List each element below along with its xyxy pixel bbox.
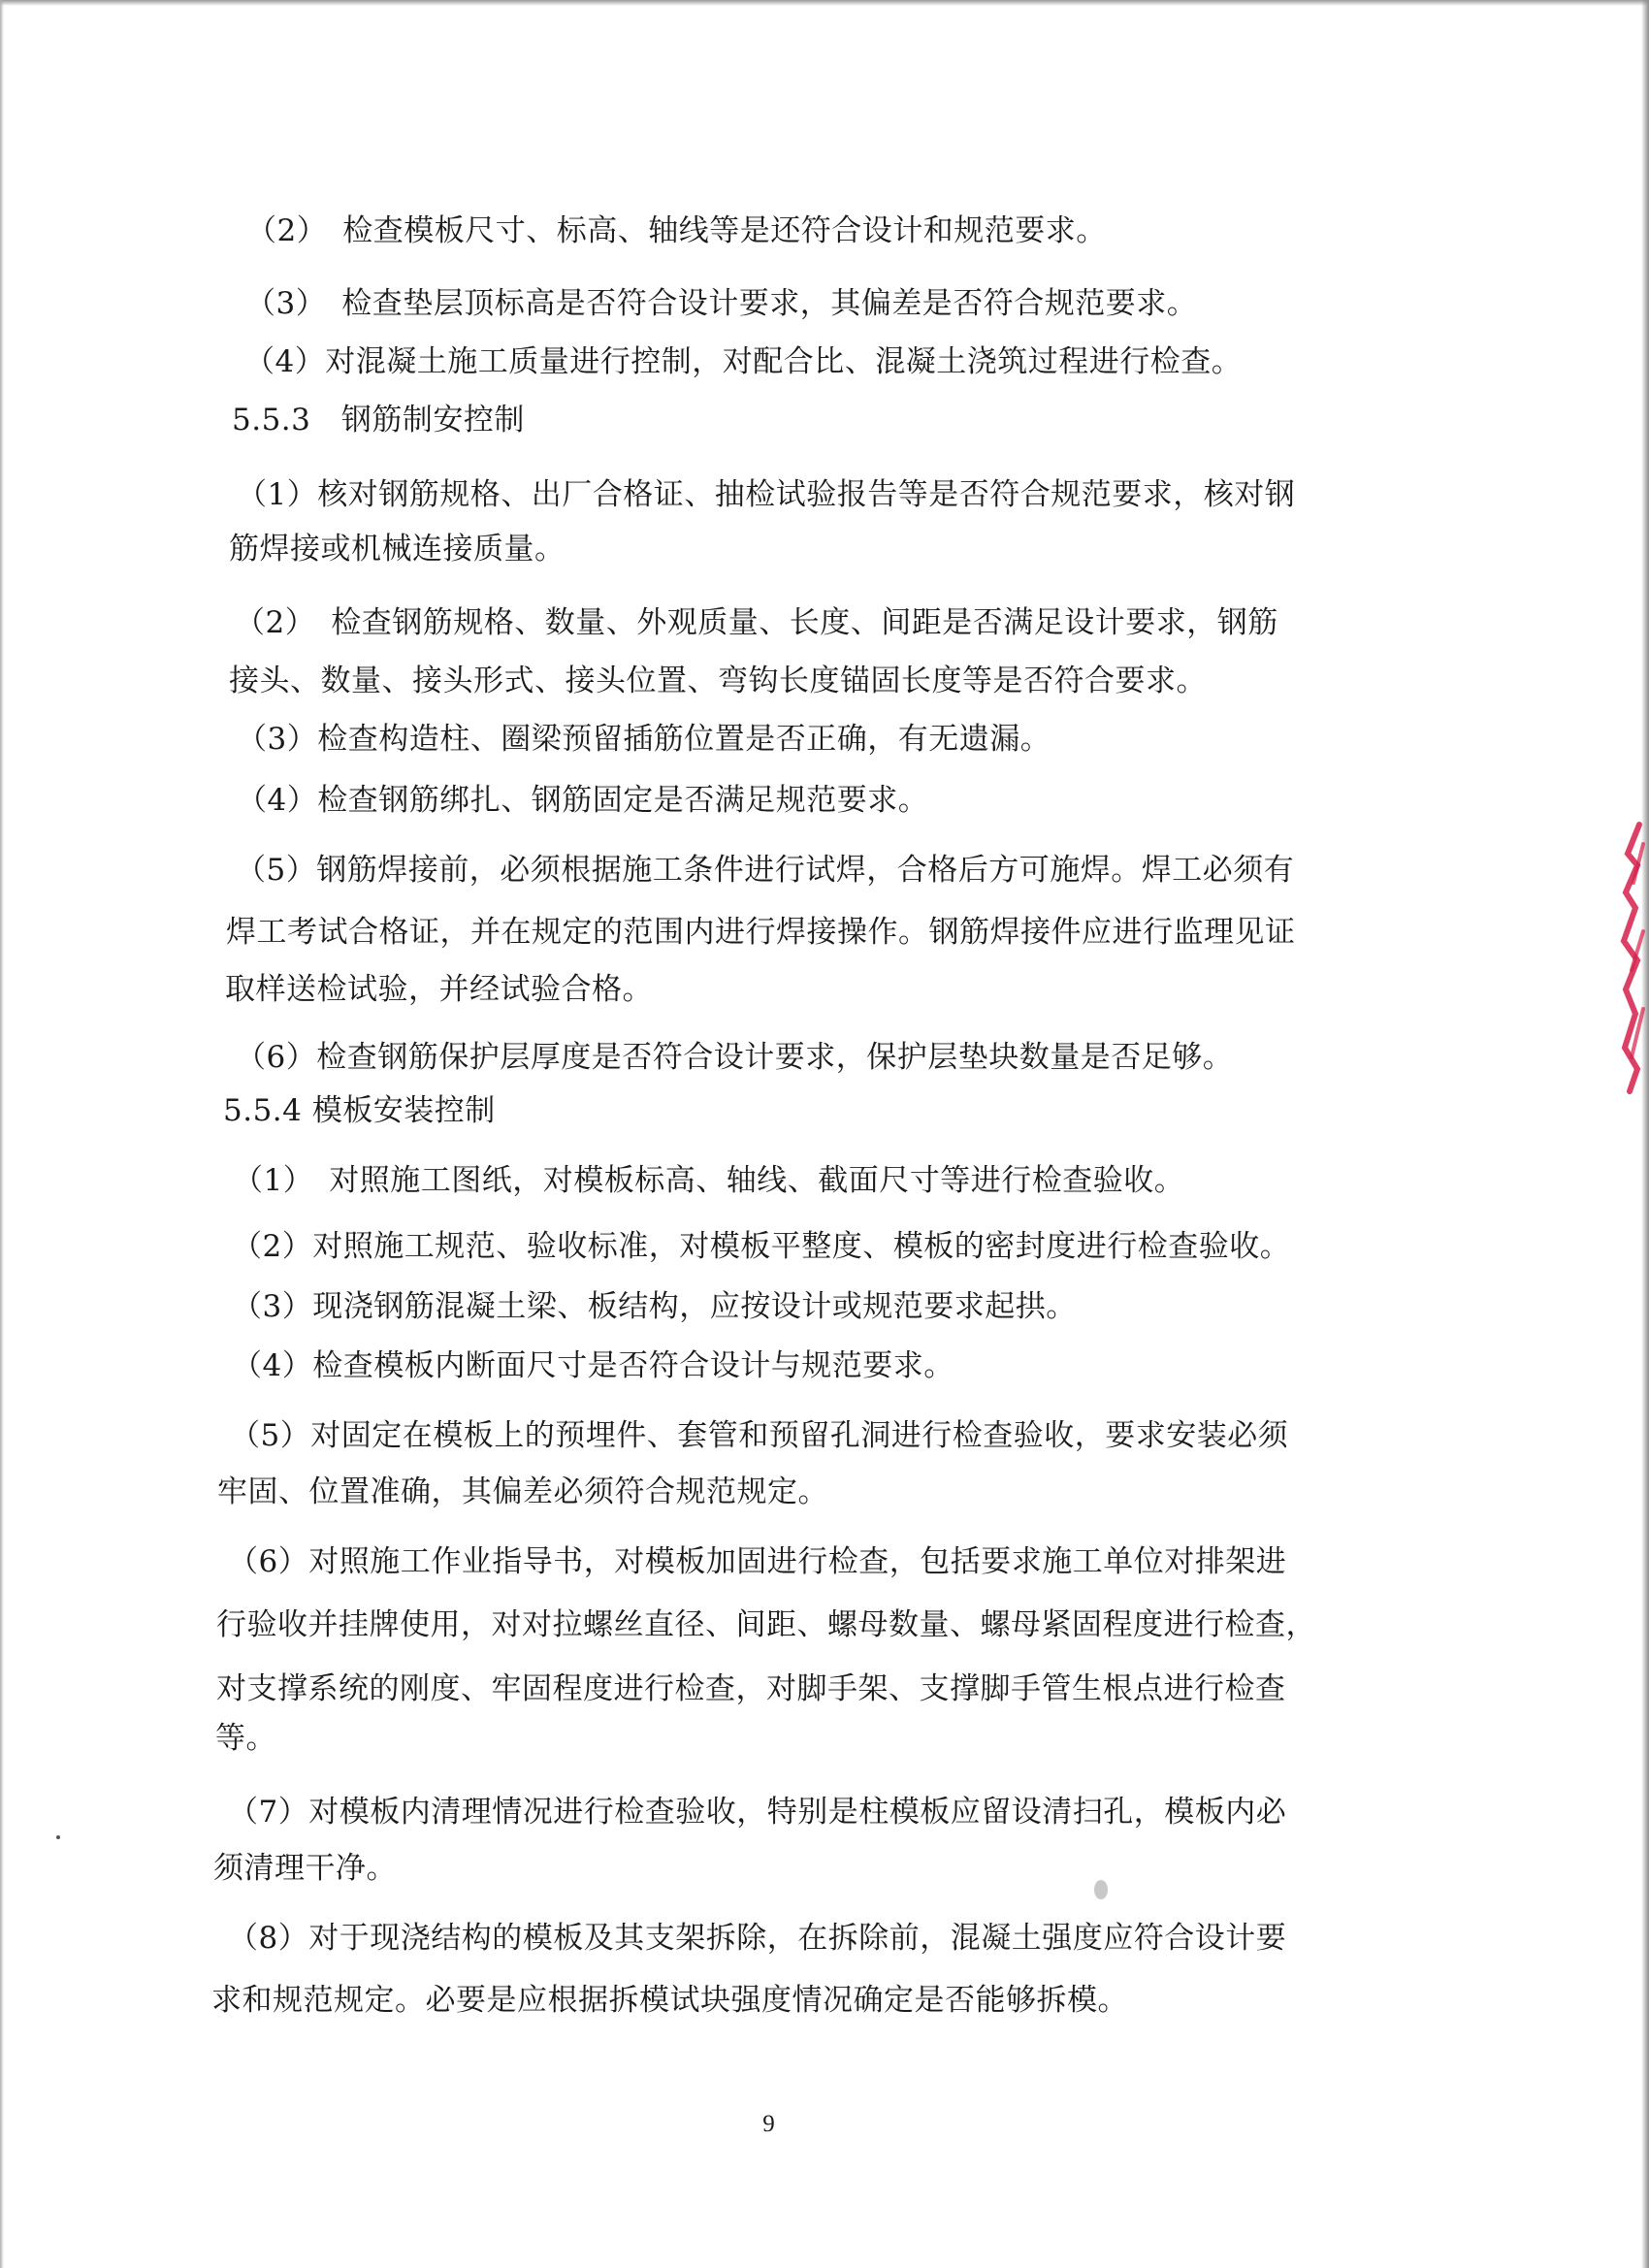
text-line: 牢固、位置准确，其偏差必须符合规范规定。 (217, 1474, 828, 1509)
text-line: （7）对模板内清理情况进行检查验收，特别是柱模板应留设清扫孔，模板内必 (228, 1795, 1287, 1830)
scan-edge-left (0, 0, 4, 2268)
scan-speck (1094, 1880, 1108, 1899)
text-line: （2） 检查模板尺寸、标高、轴线等是还符合设计和规范要求。 (246, 213, 1107, 248)
text-line: （3）检查构造柱、圈梁预留插筋位置是否正确，有无遗漏。 (237, 722, 1051, 757)
text-line: 求和规范规定。必要是应根据拆模试块强度情况确定是否能够拆模。 (211, 1983, 1128, 2018)
text-line: 对支撑系统的刚度、牢固程度进行检查，对脚手架、支撑脚手管生根点进行检查 (216, 1671, 1286, 1706)
text-line: 行验收并挂牌使用，对对拉螺丝直径、间距、螺母数量、螺母紧固程度进行检查， (216, 1607, 1316, 1642)
scan-edge-right (1641, 0, 1649, 2268)
text-line: 焊工考试合格证，并在规定的范围内进行焊接操作。钢筋焊接件应进行监理见证 (226, 915, 1296, 950)
text-line: 取样送检试验，并经试验合格。 (225, 972, 653, 1007)
text-line: 等。 (215, 1721, 276, 1756)
text-line: （6）检查钢筋保护层厚度是否符合设计要求，保护层垫块数量是否足够。 (236, 1040, 1234, 1075)
text-line: 接头、数量、接头形式、接头位置、弯钩长度锚固长度等是否符合要求。 (229, 664, 1207, 698)
text-line: 筋焊接或机械连接质量。 (229, 532, 566, 567)
text-line: 须清理干净。 (213, 1851, 397, 1886)
text-line: （5）对固定在模板上的预埋件、套管和预留孔洞进行检查验收，要求安装必须 (230, 1418, 1289, 1453)
section-heading: 5.5.4 模板安装控制 (223, 1093, 496, 1128)
scan-edge-top (0, 0, 1649, 6)
text-line: （2） 检查钢筋规格、数量、外观质量、长度、间距是否满足设计要求，钢筋 (235, 605, 1278, 640)
text-line: （3） 检查垫层顶标高是否符合设计要求，其偏差是否符合规范要求。 (245, 286, 1198, 321)
section-heading: 5.5.3 钢筋制安控制 (232, 403, 525, 437)
text-line: （4）检查钢筋绑扎、钢筋固定是否满足规范要求。 (237, 783, 929, 818)
page-number: 9 (762, 2111, 775, 2137)
text-line: （3）现浇钢筋混凝土梁、板结构，应按设计或规范要求起拱。 (232, 1289, 1077, 1324)
text-line: （4）对混凝土施工质量进行控制，对配合比、混凝土浇筑过程进行检查。 (244, 344, 1243, 379)
text-line: （2）对照施工规范、验收标准，对模板平整度、模板的密封度进行检查验收。 (232, 1229, 1291, 1264)
text-line: （5）钢筋焊接前，必须根据施工条件进行试焊，合格后方可施焊。焊工必须有 (236, 853, 1295, 888)
text-line: （1） 对照施工图纸，对模板标高、轴线、截面尺寸等进行检查验收。 (233, 1163, 1185, 1198)
text-line: （6）对照施工作业指导书，对模板加固进行检查，包括要求施工单位对排架进 (228, 1544, 1287, 1579)
red-seal-fragment (1620, 815, 1645, 1096)
text-line: （8）对于现浇结构的模板及其支架拆除，在拆除前，混凝土强度应符合设计要 (228, 1921, 1287, 1956)
text-line: （1）核对钢筋规格、出厂合格证、抽检试验报告等是否符合规范要求，核对钢 (237, 477, 1296, 512)
text-line: （4）检查模板内断面尺寸是否符合设计与规范要求。 (232, 1348, 954, 1383)
scan-speck (56, 1835, 60, 1839)
